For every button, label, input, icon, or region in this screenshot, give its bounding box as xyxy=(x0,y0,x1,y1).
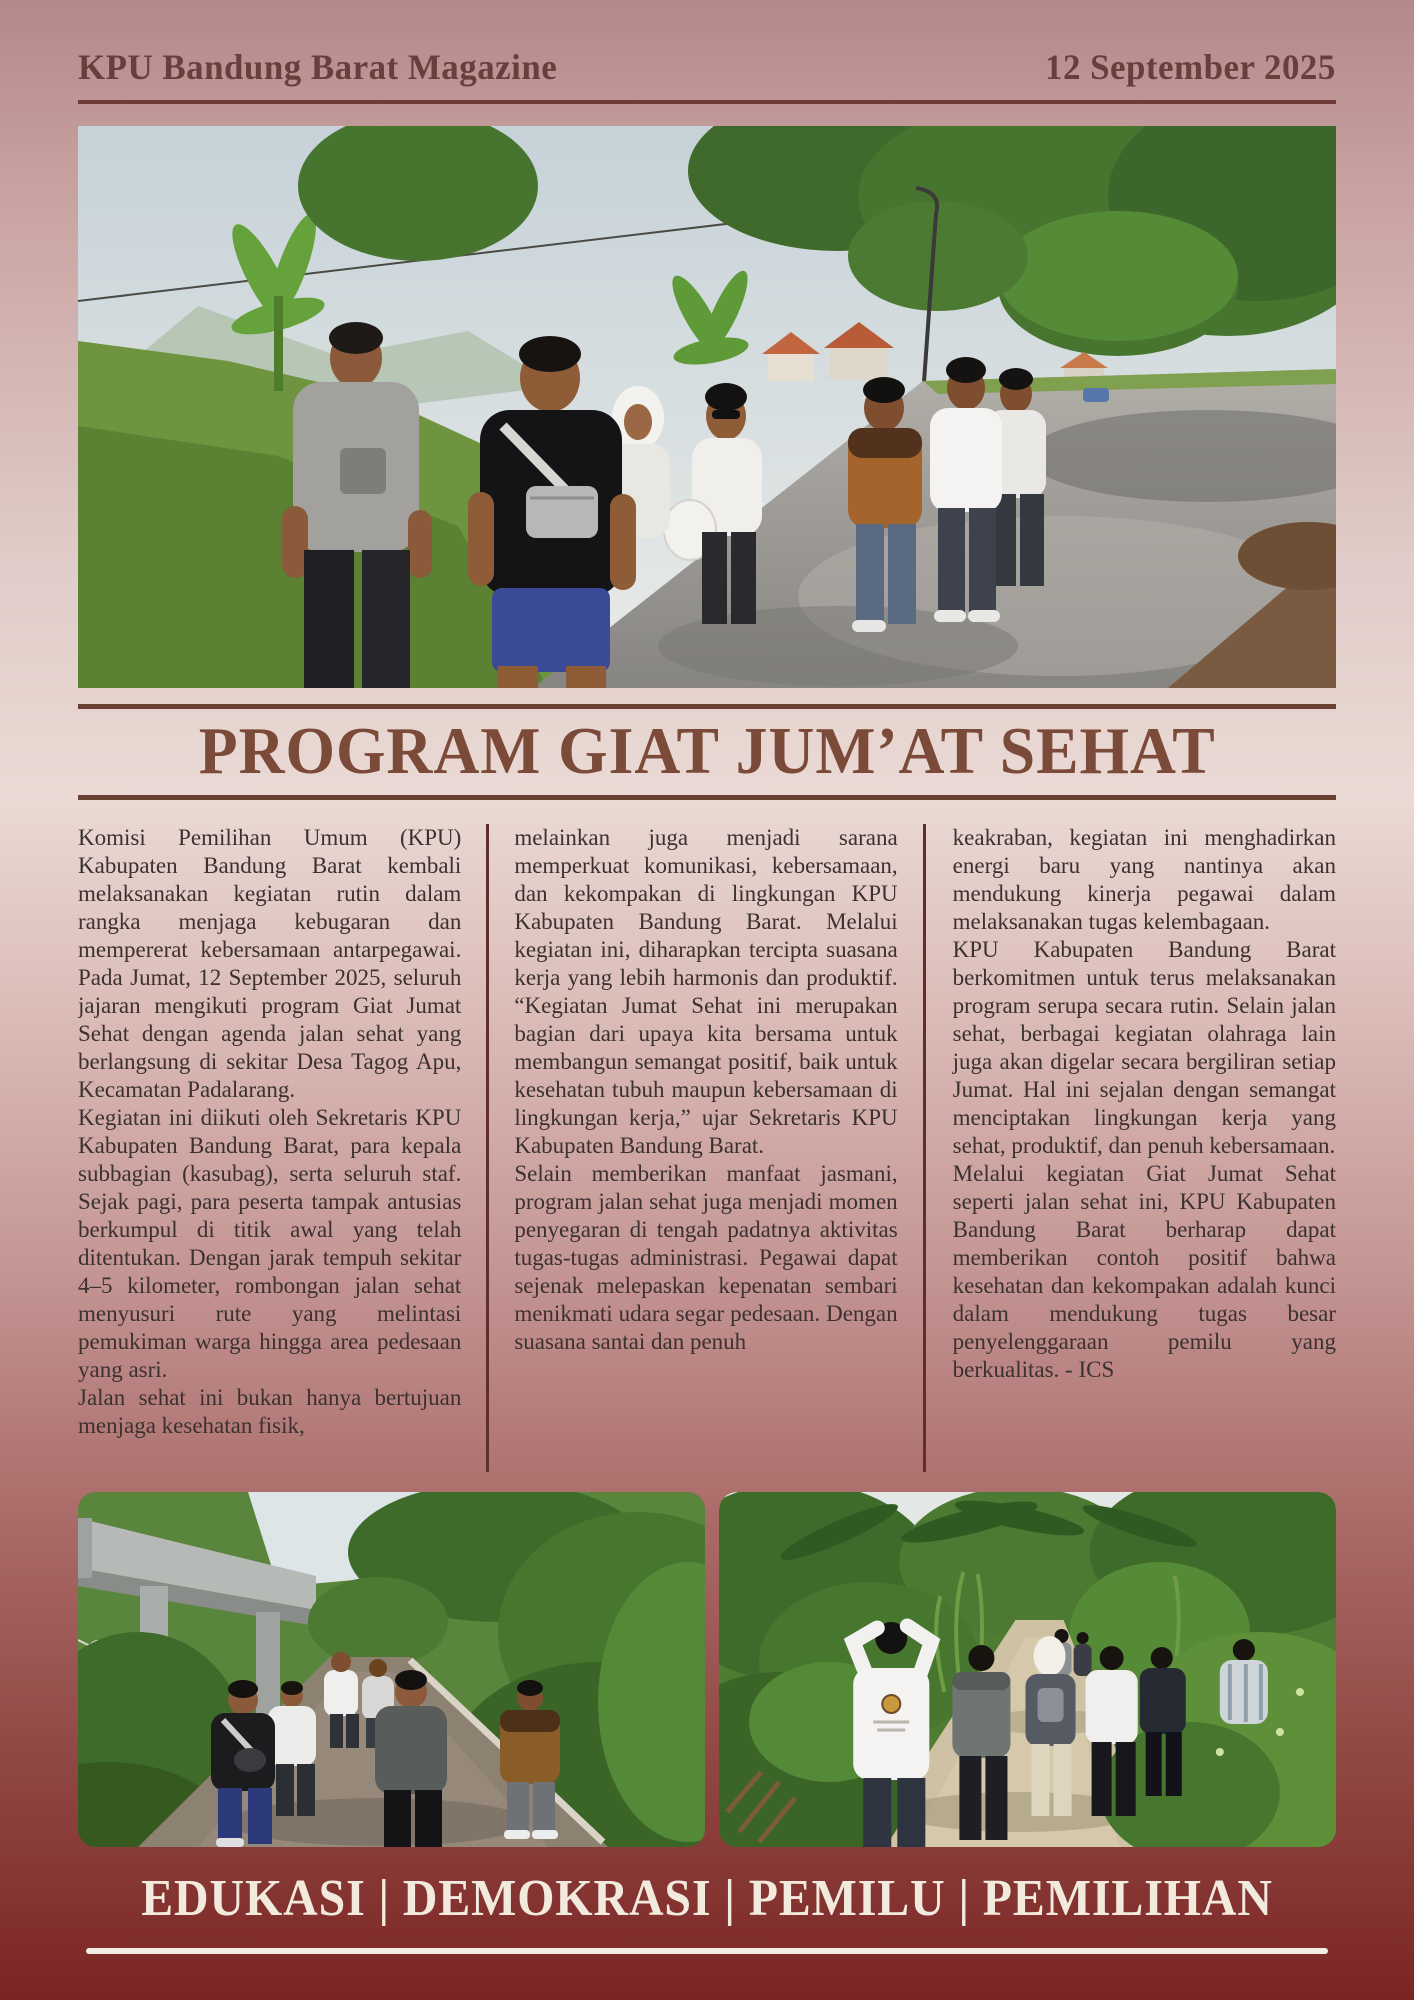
bottom-right-illustration xyxy=(719,1492,1336,1847)
distant-car xyxy=(1083,388,1109,402)
bottom-left-illustration xyxy=(78,1492,705,1847)
figure-white-tee-back xyxy=(1086,1646,1138,1816)
header-rule xyxy=(78,100,1336,104)
bottom-photos xyxy=(78,1492,1336,1847)
top-photo-illustration xyxy=(78,126,1336,688)
footer-rule xyxy=(86,1948,1328,1954)
paragraph: keakraban, kegiatan ini menghadirkan energi baru yang nantinya akan mendukung kinerja pegawai dalam melaksanakan tugas kelembagaan. xyxy=(952,825,1336,935)
top-photo xyxy=(78,126,1336,688)
article-column-1 xyxy=(78,824,486,1472)
headline-rule-top xyxy=(78,704,1336,709)
paragraph: Kegiatan ini diikuti oleh Sekretaris KPU Kabupaten Bandung Barat, para kepala subbagian (kasubag), serta seluruh staf. Sejak pagi, para peserta tampak antusias berkumpul di titik awal yang telah ditentukan. Dengan jarak tempuh sekitar 4–5 kilometer, rombongan jalan sehat menyusuri rute yang melintasi pemukiman warga hingga area pedesaan yang asri. xyxy=(78,1105,462,1383)
headline-band xyxy=(78,704,1336,800)
paragraph: Komisi Pemilihan Umum (KPU) Kabupaten Bandung Barat kembali melaksanakan kegiatan rutin dalam rangka menjaga kebugaran dan mempererat kebersamaan antarpegawai. Pada Jumat, 12 September 2025, seluruh jajaran mengikuti program Giat Jumat Sehat dengan agenda jalan sehat yang berlangsung di sekitar Desa Tagog Apu, Kecamatan Padalarang. xyxy=(78,825,462,1103)
paragraph: Selain memberikan manfaat jasmani, program jalan sehat juga menjadi momen penyegaran di tengah padatnya aktivitas tugas-tugas administrasi. Pegawai dapat sejenak melepaskan kepenatan sembari menikmati udara segar pedesaan. Dengan suasana santai dan penuh xyxy=(514,1161,898,1355)
footer-tagline: EDUKASI | DEMOKRASI | PEMILU | PEMILIHAN xyxy=(141,1870,1273,1928)
page-title: PROGRAM GIAT JUM’AT SEHAT xyxy=(198,714,1216,788)
paragraph: KPU Kabupaten Bandung Barat berkomitmen untuk terus melaksanakan program serupa secara rutin. Selain jalan sehat, berbagai kegiatan olahraga lain juga akan digelar secara bergiliran setiap Jumat. Hal ini sejalan dengan semangat menciptakan lingkungan kerja yang sehat, produktif, dan penuh kebersamaan. xyxy=(952,937,1336,1159)
article-column-2 xyxy=(486,824,922,1472)
paragraph: melainkan juga menjadi sarana memperkuat komunikasi, kebersamaan, dan kekompakan di lingkungan KPU Kabupaten Bandung Barat. Melalui kegiatan ini, diharapkan tercipta suasana kerja yang lebih harmonis dan produktif. “Kegiatan Jumat Sehat ini merupakan bagian dari upaya kita bersama untuk membangun semangat positif, baik untuk kesehatan tubuh maupun kebersamaan di lingkungan kerja,” ujar Sekretaris KPU Kabupaten Bandung Barat. xyxy=(514,825,898,1159)
page-header xyxy=(0,0,1414,88)
article-column-3 xyxy=(923,824,1336,1472)
bottom-right-photo xyxy=(719,1492,1336,1847)
figure-gray-vest-back xyxy=(952,1645,1010,1840)
article-columns xyxy=(78,824,1336,1472)
headline-rule-bottom xyxy=(78,795,1336,800)
masthead-title: KPU Bandung Barat Magazine xyxy=(78,47,558,87)
bottom-left-photo xyxy=(78,1492,705,1847)
issue-date: 12 September 2025 xyxy=(1045,47,1336,87)
paragraph: Jalan sehat ini bukan hanya bertujuan menjaga kesehatan fisik, xyxy=(78,1385,462,1439)
paragraph: Melalui kegiatan Giat Jumat Sehat seperti jalan sehat ini, KPU Kabupaten Bandung Barat berharap dapat memberikan contoh positif bahwa kesehatan dan kekompakan adalah kunci dalam mendukung tugas besar penyelenggaraan pemilu yang berkualitas. - ICS xyxy=(952,1161,1336,1383)
